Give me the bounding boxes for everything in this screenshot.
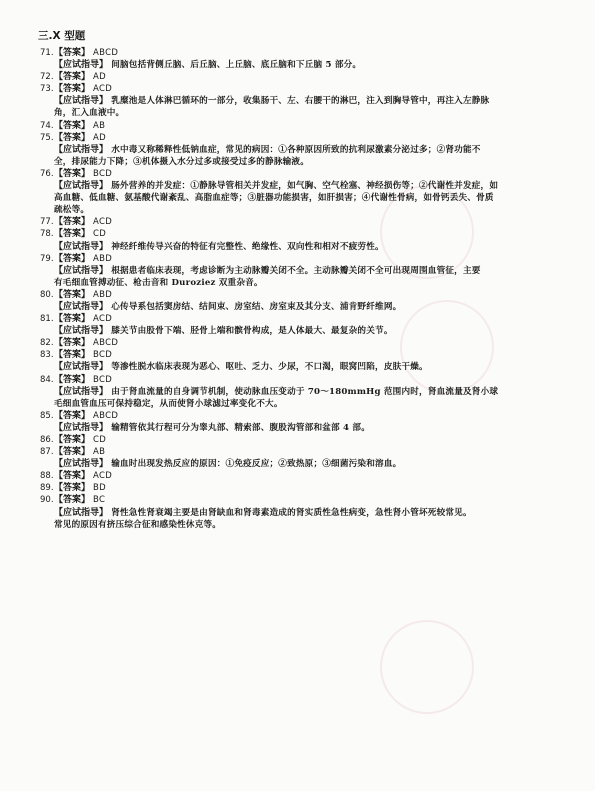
answer-line (40, 470, 555, 482)
guide-tag: 【应试指导】 (54, 326, 109, 337)
answer-line (40, 83, 555, 95)
guide-line (40, 95, 555, 107)
guide-text: 根据患者临床表现，考虑诊断为主动脉瓣关闭不全。主动脉瓣关闭不全可出现周围血管征，主要 (108, 265, 481, 276)
answer-tag: 【答案】 (54, 253, 91, 264)
question-number: 81. (40, 314, 54, 325)
answer-line (40, 313, 555, 325)
guide-text: 全，排尿能力下降；③机体摄入水分过多或接受过多的静脉输液。 (54, 156, 310, 167)
guide-text: 肾性急性肾衰竭主要是由肾缺血和肾毒素造成的肾实质性急性病变，急性肾小管坏死较常见。 (108, 507, 472, 518)
answer-item (40, 470, 555, 482)
guide-text: 等渗性脱水临床表现为恶心、呕吐、乏力、少尿，不口渴，眼窝凹陷，皮肤干燥。 (108, 362, 428, 373)
question-number: 78. (40, 229, 54, 240)
answer-line (40, 216, 555, 228)
guide-tag: 【应试指导】 (54, 60, 109, 71)
question-number: 73. (40, 84, 54, 95)
answer-line (40, 337, 555, 349)
guide-line (40, 144, 555, 156)
question-number: 80. (40, 289, 54, 300)
guide-line (40, 59, 555, 71)
question-number: 72. (40, 72, 54, 83)
answer-tag: 【答案】 (54, 447, 91, 458)
guide-tag: 【应试指导】 (54, 459, 109, 470)
answer-value: ACD (90, 314, 113, 325)
question-number: 82. (40, 338, 54, 349)
answer-tag: 【答案】 (54, 374, 91, 385)
question-number: 87. (40, 447, 54, 458)
guide-text: 膝关节由股骨下端、胫骨上端和髌骨构成，是人体最大、最复杂的关节。 (108, 326, 393, 337)
answer-value: AD (90, 72, 106, 83)
answer-value: BC (90, 495, 106, 506)
answer-item (40, 83, 555, 119)
guide-line (40, 325, 555, 337)
guide-line (40, 386, 555, 398)
answer-item (40, 71, 555, 83)
guide-continuation (40, 107, 555, 119)
guide-line (40, 180, 555, 192)
guide-line (40, 265, 555, 277)
guide-text: 乳糜池是人体淋巴循环的一部分，收集肠干、左、右腰干的淋巴，注入到胸导管中，再注入左静脉 (108, 96, 490, 107)
answer-tag: 【答案】 (54, 84, 91, 95)
answer-value: BCD (90, 350, 113, 361)
guide-tag: 【应试指导】 (54, 96, 109, 107)
answer-line (40, 168, 555, 180)
question-number: 85. (40, 410, 54, 421)
answer-value: BCD (90, 374, 113, 385)
guide-text: 心传导系包括窦房结、结间束、房室结、房室束及其分支、浦肯野纤维网。 (108, 301, 402, 312)
guide-text: 输血时出现发热反应的原因：①免疫反应；②致热原；③细菌污染和溶血。 (108, 459, 402, 470)
answer-tag: 【答案】 (54, 48, 91, 58)
answer-line (40, 132, 555, 144)
answer-tag: 【答案】 (54, 350, 91, 361)
guide-text: 常见的原因有挤压综合征和感染性休克等。 (54, 519, 222, 530)
answer-tag: 【答案】 (54, 483, 91, 494)
guide-continuation (40, 277, 555, 289)
guide-tag: 【应试指导】 (54, 386, 109, 397)
answer-tag: 【答案】 (54, 471, 91, 482)
answer-value: CD (90, 435, 107, 445)
answer-item (40, 482, 555, 494)
question-number: 74. (40, 120, 54, 131)
question-number: 76. (40, 168, 54, 179)
answer-value: AB (90, 447, 106, 458)
answer-tag: 【答案】 (54, 289, 91, 300)
answer-item (40, 446, 555, 470)
question-number: 88. (40, 471, 54, 482)
guide-line (40, 507, 555, 519)
question-number: 86. (40, 435, 54, 445)
question-number: 75. (40, 132, 54, 143)
answer-item (40, 337, 555, 349)
guide-text: 角，汇入血液中。 (54, 108, 125, 119)
answer-value: BD (90, 483, 106, 494)
answer-line (40, 446, 555, 458)
question-number: 84. (40, 374, 54, 385)
answer-tag: 【答案】 (54, 217, 91, 228)
answer-value: ABCD (90, 338, 119, 349)
guide-line (40, 241, 555, 253)
answer-item (40, 168, 555, 216)
answer-tag: 【答案】 (54, 314, 91, 325)
answer-item (40, 349, 555, 373)
answer-value: AB (90, 120, 106, 131)
answer-line (40, 434, 555, 446)
answer-item (40, 289, 555, 313)
answer-line (40, 482, 555, 494)
answer-tag: 【答案】 (54, 120, 91, 131)
guide-continuation (40, 398, 555, 410)
answer-line (40, 410, 555, 422)
guide-text: 输精管依其行程可分为睾丸部、精索部、腹股沟管部和盆部 4 部。 (108, 422, 370, 433)
guide-tag: 【应试指导】 (54, 507, 109, 518)
answer-value: ABD (90, 253, 113, 264)
answer-value: ABCD (90, 410, 119, 421)
answer-value: ACD (90, 217, 113, 228)
answer-value: ACD (90, 471, 113, 482)
answer-value: CD (90, 229, 107, 240)
answer-value: ACD (90, 84, 113, 95)
answer-item (40, 120, 555, 132)
answer-line (40, 349, 555, 361)
answer-tag: 【答案】 (54, 495, 91, 506)
guide-text: 肠外营养的并发症：①静脉导管相关并发症，如气胸、空气栓塞、神经损伤等；②代谢性并发症，如 (108, 181, 499, 192)
guide-tag: 【应试指导】 (54, 181, 109, 192)
answer-item (40, 494, 555, 530)
answer-item (40, 228, 555, 252)
guide-line (40, 301, 555, 313)
answer-line (40, 47, 555, 59)
guide-tag: 【应试指导】 (54, 301, 109, 312)
answer-line (40, 253, 555, 265)
answer-item (40, 410, 555, 434)
answer-item (40, 434, 555, 446)
guide-continuation (40, 519, 555, 531)
guide-continuation (40, 204, 555, 216)
answer-tag: 【答案】 (54, 72, 91, 83)
answer-tag: 【答案】 (54, 410, 91, 421)
question-number: 71. (40, 48, 54, 58)
guide-text: 疏松等。 (54, 205, 90, 216)
answer-tag: 【答案】 (54, 229, 91, 240)
answer-line (40, 494, 555, 506)
question-number: 77. (40, 217, 54, 228)
guide-line (40, 361, 555, 373)
guide-text: 间脑包括背侧丘脑、后丘脑、上丘脑、底丘脑和下丘脑 5 部分。 (108, 60, 362, 71)
answer-tag: 【答案】 (54, 168, 91, 179)
guide-tag: 【应试指导】 (54, 241, 109, 252)
guide-tag: 【应试指导】 (54, 265, 109, 276)
answer-item (40, 216, 555, 228)
guide-tag: 【应试指导】 (54, 422, 109, 433)
guide-line (40, 458, 555, 470)
guide-continuation (40, 192, 555, 204)
guide-text: 水中毒又称稀释性低钠血症，常见的病因：①各种原因所致的抗利尿激素分泌过多；②肾功能不 (108, 144, 481, 155)
guide-text: 神经纤维传导兴奋的特征有完整性、绝缘性、双向性和相对不疲劳性。 (108, 241, 384, 252)
question-number: 89. (40, 483, 54, 494)
guide-text: 毛细血管血压可保持稳定，从而使肾小球滤过率变化不大。 (54, 398, 283, 409)
answer-item (40, 132, 555, 168)
answer-list (40, 47, 555, 531)
answer-line (40, 228, 555, 240)
answer-tag: 【答案】 (54, 132, 91, 143)
question-number: 83. (40, 350, 54, 361)
answer-line (40, 374, 555, 386)
answer-value: ABCD (90, 48, 119, 58)
section-title: 三.X 型题 (38, 30, 86, 42)
answer-item (40, 253, 555, 289)
guide-continuation (40, 156, 555, 168)
answer-item (40, 47, 555, 71)
guide-tag: 【应试指导】 (54, 362, 109, 373)
answer-value: AD (90, 132, 106, 143)
guide-line (40, 422, 555, 434)
answer-line (40, 289, 555, 301)
question-number: 90. (40, 495, 54, 506)
answer-line (40, 120, 555, 132)
answer-item (40, 374, 555, 410)
guide-tag: 【应试指导】 (54, 144, 109, 155)
question-number: 79. (40, 253, 54, 264)
answer-line (40, 71, 555, 83)
guide-text: 有毛细血管搏动征、枪击音和 Duroziez 双重杂音。 (54, 277, 263, 288)
answer-value: ABD (90, 289, 113, 300)
answer-value: BCD (90, 168, 113, 179)
guide-text: 由于肾血流量的自身调节机制，使动脉血压变动于 70～180mmHg 范围内时，肾血流量及肾小球 (108, 386, 499, 397)
answer-tag: 【答案】 (54, 338, 91, 349)
guide-text: 高血糖、低血糖、氨基酸代谢紊乱、高脂血症等；③脏器功能损害，如肝损害；④代谢性骨病，如骨钙丢失、骨质 (54, 193, 494, 204)
answer-tag: 【答案】 (54, 435, 91, 445)
answer-item (40, 313, 555, 337)
